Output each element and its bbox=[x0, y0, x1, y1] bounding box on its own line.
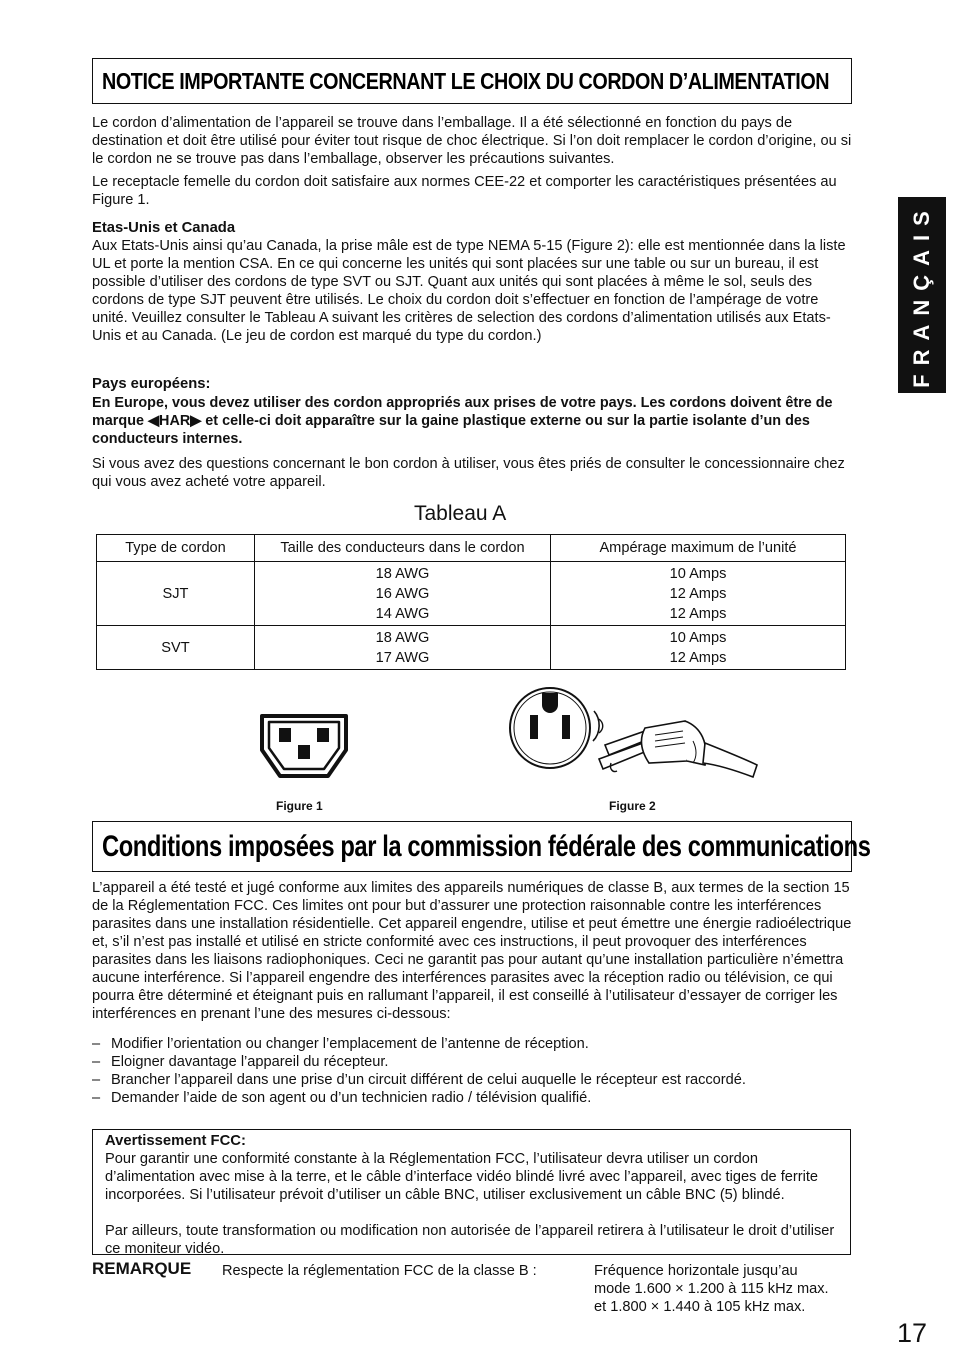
header-cell: Type de cordon bbox=[97, 535, 255, 562]
sizes-cell bbox=[255, 562, 551, 626]
size-value: 18 AWG bbox=[375, 629, 430, 646]
remarque-line3: et 1.800 × 1.440 à 105 kHz max. bbox=[594, 1299, 806, 1315]
section2-title: Conditions imposées par la commission fédérale des communications bbox=[102, 830, 871, 863]
amps-value: 10 Amps bbox=[669, 565, 727, 582]
page-number: 17 bbox=[897, 1318, 928, 1348]
cord-type-cell: SJT bbox=[97, 562, 255, 626]
language-side-tab-label: FRANÇAIS bbox=[909, 202, 935, 388]
fcc-warning-heading: Avertissement FCC: bbox=[105, 1133, 246, 1149]
figure1-label: Figure 1 bbox=[276, 799, 323, 813]
table-header-row bbox=[97, 535, 846, 562]
section1-title: NOTICE IMPORTANTE CONCERNANT LE CHOIX DU CORDON D’ALIMENTATION bbox=[102, 68, 830, 94]
list-item: – Demander l’aide de son agent ou d’un technicien radio / télévision qualifié. bbox=[92, 1089, 792, 1107]
fcc-warning-box bbox=[92, 1129, 851, 1255]
figure2-label: Figure 2 bbox=[609, 799, 656, 813]
receptacle-figure-icon bbox=[258, 712, 350, 782]
section1-para2: Le receptacle femelle du cordon doit satisfaire aux normes CEE-22 et comporter les caractéristiques présentées au Figure 1. bbox=[92, 174, 837, 208]
remarque-line2: mode 1.600 × 1.200 à 115 kHz max. bbox=[594, 1281, 829, 1297]
section1-title-box bbox=[92, 58, 852, 104]
cord-table bbox=[96, 534, 846, 670]
remarque-text: Respecte la réglementation FCC de la classe B : bbox=[222, 1263, 537, 1279]
europe-text: Si vous avez des questions concernant le bon cordon à utiliser, vous êtes priés de consulter le concessionnaire chez qui vous avez acheté votre appareil. bbox=[92, 456, 845, 490]
measures-list bbox=[92, 1035, 792, 1107]
size-value: 14 AWG bbox=[375, 605, 430, 622]
section2-title-box bbox=[92, 821, 871, 872]
section1-para1: Le cordon d’alimentation de l’appareil se trouve dans l’emballage. Il a été sélectionné en fonction du pays de destination et doit être utilisé pour éviter tout risque de choc électrique. Si l’on doit remplacer le cordon d’origine, ou si le cordon ne se trouve pas dans l’emballage, observer les précautions suivantes. bbox=[92, 115, 852, 167]
amps-value: 12 Amps bbox=[669, 649, 727, 666]
amps-value: 12 Amps bbox=[669, 605, 727, 622]
amps-value: 10 Amps bbox=[669, 629, 727, 646]
table-row bbox=[97, 562, 846, 626]
language-side-tab bbox=[898, 197, 946, 393]
amps-value: 12 Amps bbox=[669, 585, 727, 602]
us-canada-text: Aux Etats-Unis ainsi qu’au Canada, la prise mâle est de type NEMA 5-15 (Figure 2): elle est mentionnée dans la liste UL et porte la mention CSA. En ce qui concerne les unités qui sont placées sur une table ou sur un bureau, il est possible d’utiliser des cordons de type SVT ou SJT. Quant aux unités qui sont placées à même le sol, seuls des cordons de type SJT peuvent être utilisés. Le choix du cordon doit s’effectuer en fonction de l’ampérage de votre unité. Veuillez consulter le Tableau A suivant les critères de selection des cordons d’alimentation utilisés aux Etats-Unis et au Canada. (Le jeu de cordon est marqué du type du cordon.) bbox=[92, 238, 846, 344]
fcc-warning-para2: Par ailleurs, toute transformation ou modification non autorisée de l’appareil retirera à l’utilisateur le droit d’utiliser ce moniteur vidéo. bbox=[105, 1223, 835, 1257]
list-item: – Brancher l’appareil dans une prise d’un circuit différent de celui auquelle le récepteur est raccordé. bbox=[92, 1071, 792, 1089]
list-item: – Modifier l’orientation ou changer l’emplacement de l’antenne de réception. bbox=[92, 1035, 792, 1053]
section2-para: L’appareil a été testé et jugé conforme aux limites des appareils numériques de classe B, aux termes de la section 15 de la Réglementation FCC. Ces limites ont pour but d’assurer une protection raisonnable contre les interférences parasites dans une installation résidentielle. Cet appareil engendre, utilise et peut émettre une énergie radioélectrique et, s’il n’est pas installé et utilisé en stricte conformité avec ces instructions, il peut provoquer des interférences parasites dans les liaisons radiophoniques. Ceci ne garantit pas pour autant qu’une installation particulière n’émettra aucune interférence. Si l’appareil engendre des interférences parasites avec la réception radio ou télévision, ce qui pourra être déterminé et éteignant puis en rallumant l’appareil, il est conseillé à l’utilisateur d’essayer de corriger les interférences en prenant l’une des mesures ci-dessous: bbox=[92, 880, 852, 1022]
list-item: – Eloigner davantage l’appareil du récepteur. bbox=[92, 1053, 792, 1071]
table-caption: Tableau A bbox=[414, 502, 507, 525]
sizes-cell bbox=[255, 626, 551, 670]
remarque-label: REMARQUE bbox=[92, 1259, 192, 1278]
size-value: 17 AWG bbox=[375, 649, 430, 666]
amps-cell bbox=[551, 562, 846, 626]
header-cell: Ampérage maximum de l’unité bbox=[551, 535, 846, 562]
us-canada-heading: Etas-Unis et Canada bbox=[92, 220, 236, 236]
header-cell: Taille des conducteurs dans le cordon bbox=[255, 535, 551, 562]
nema-plug-figure-icon bbox=[505, 683, 760, 793]
size-value: 18 AWG bbox=[375, 565, 430, 582]
table-row bbox=[97, 626, 846, 670]
europe-bold-text: En Europe, vous devez utiliser des cordon appropriés aux prises de votre pays. Les cordons doivent être de marque ◀HAR▶ et celle-ci doit apparaître sur la gaine plastique externe ou sur la partie isolante d’un des conducteurs internes. bbox=[92, 395, 833, 447]
fcc-warning-para1: Pour garantir une conformité constante à la Réglementation FCC, l’utilisateur devra utiliser un cordon d’alimentation avec mise à la terre, et le câble d’interface vidéo blindé livré avec l’appareil, avec tiges de ferrite incorporées. Si l’utilisateur prévoit d’utiliser un câble BNC, utiliser exclusivement un câble BNC (5) blindé. bbox=[105, 1151, 819, 1203]
size-value: 16 AWG bbox=[375, 585, 430, 602]
remarque-line1: Fréquence horizontale jusqu’au bbox=[594, 1263, 798, 1279]
cord-type-cell: SVT bbox=[97, 626, 255, 670]
amps-cell bbox=[551, 626, 846, 670]
europe-heading: Pays européens: bbox=[92, 376, 211, 392]
